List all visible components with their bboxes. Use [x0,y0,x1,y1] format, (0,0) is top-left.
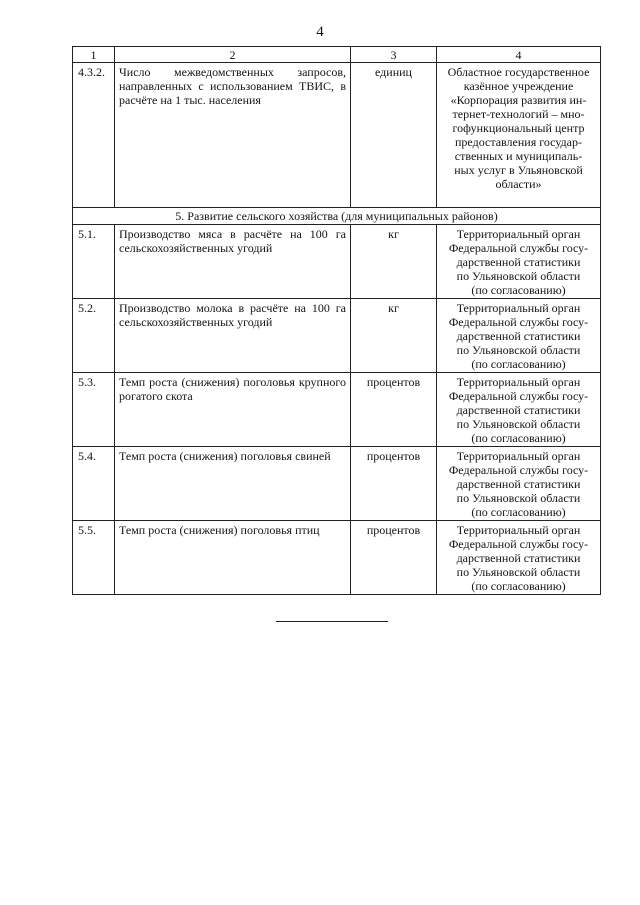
unit-cell: процентов [351,447,437,521]
column-header-2: 2 [115,47,351,63]
source-line: Территориальный орган [456,227,581,241]
column-header-3: 3 [351,47,437,63]
source-line: ственных и муниципаль- [454,149,583,163]
source-line: Федеральной службы госу- [448,241,589,255]
source-line: Федеральной службы госу- [448,315,589,329]
source-line: гофункциональный центр [452,121,585,135]
end-divider [276,621,388,622]
page-number: 4 [316,24,324,40]
source-cell [437,373,601,447]
source-line: Территориальный орган [456,375,581,389]
unit-cell: кг [351,299,437,373]
source-cell [437,225,601,299]
indicators-table [72,46,601,595]
source-line: дарственной статистики [456,329,581,343]
table-row [73,447,601,521]
source-line: Федеральной службы госу- [448,389,589,403]
source-line: дарственной статистики [456,403,581,417]
row-number: 4.3.2. [73,63,115,208]
table-row [73,225,601,299]
source-line: (по согласованию) [471,579,566,593]
row-number: 5.4. [73,447,115,521]
indicator-name: Производство молока в расчёте на 100 га сельскохозяйственных угодий [115,299,351,373]
source-line: по Ульяновской области [456,417,581,431]
indicator-name: Темп роста (снижения) поголовья свиней [115,447,351,521]
source-line: Федеральной службы госу- [448,537,589,551]
source-cell [437,521,601,595]
section-title: 5. Развитие сельского хозяйства (для муниципальных районов) [73,208,601,225]
indicator-name: Производство мяса в расчёте на 100 га сельскохозяйственных угодий [115,225,351,299]
source-line: Областное государственное [447,65,590,79]
source-line: (по согласованию) [471,357,566,371]
source-line: области» [495,177,542,191]
table-row [73,373,601,447]
source-line: (по согласованию) [471,283,566,297]
source-line: по Ульяновской области [456,565,581,579]
source-line: по Ульяновской области [456,269,581,283]
row-number: 5.5. [73,521,115,595]
row-number: 5.3. [73,373,115,447]
source-cell [437,63,601,208]
source-line: «Корпорация развития ин- [450,93,587,107]
source-line: по Ульяновской области [456,491,581,505]
indicator-name: Темп роста (снижения) поголовья птиц [115,521,351,595]
source-line: ных услуг в Ульяновской [454,163,583,177]
source-line: по Ульяновской области [456,343,581,357]
section-header-row [73,208,601,225]
unit-cell: процентов [351,373,437,447]
source-line: Территориальный орган [456,449,581,463]
table-row [73,299,601,373]
source-line: Территориальный орган [456,523,581,537]
source-cell [437,447,601,521]
table-row [73,521,601,595]
source-line: (по согласованию) [471,505,566,519]
unit-cell: кг [351,225,437,299]
source-line: тернет-технологий – мно- [452,107,585,121]
source-line: дарственной статистики [456,255,581,269]
source-cell [437,299,601,373]
column-header-1: 1 [73,47,115,63]
source-line: (по согласованию) [471,431,566,445]
indicator-name: Темп роста (снижения) поголовья крупного рогатого скота [115,373,351,447]
unit-cell: процентов [351,521,437,595]
column-header-4: 4 [437,47,601,63]
table-header-row [73,47,601,63]
row-number: 5.1. [73,225,115,299]
source-line: предоставления государ- [455,135,582,149]
source-line: дарственной статистики [456,477,581,491]
unit-cell: единиц [351,63,437,208]
source-line: Территориальный орган [456,301,581,315]
indicator-name: Число межведомственных запросов, направленных с использованием ТВИС, в расчёте на 1 тыс. населения [115,63,351,208]
table-row [73,63,601,208]
source-line: Федеральной службы госу- [448,463,589,477]
source-line: казённое учреждение [463,79,574,93]
row-number: 5.2. [73,299,115,373]
source-line: дарственной статистики [456,551,581,565]
